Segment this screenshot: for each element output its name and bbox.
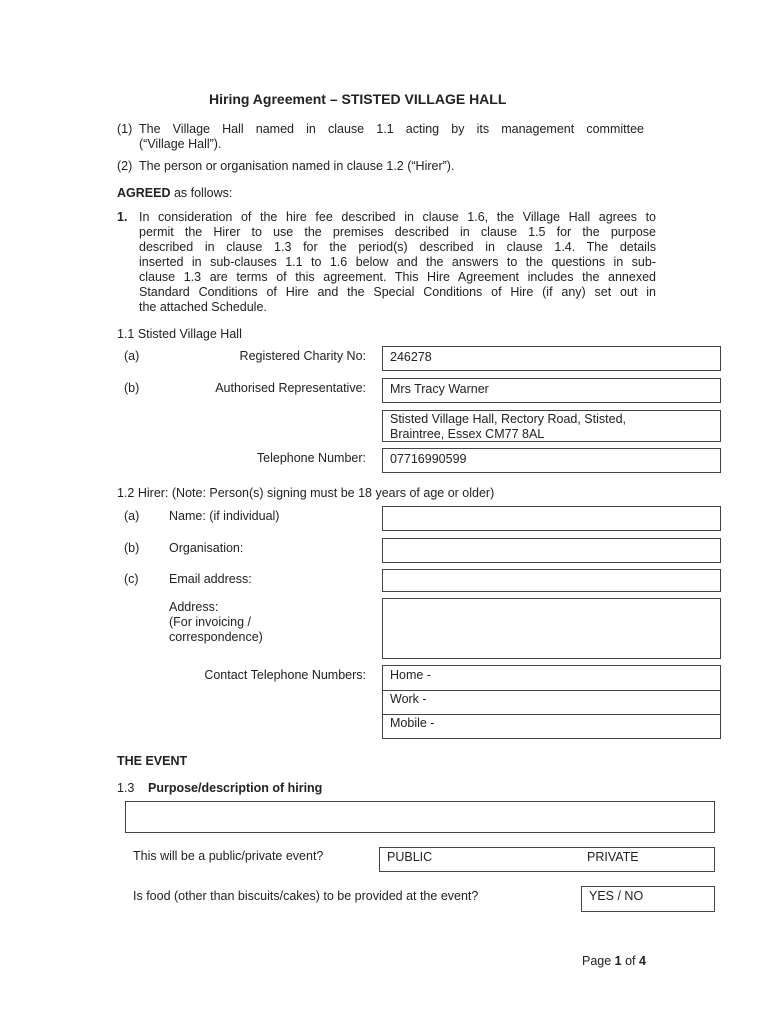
phones-divider [383,690,720,691]
hirer-name-label: Name: (if individual) [169,509,280,523]
party-1-number: (1) [117,122,133,136]
agreed-bold: AGREED [117,186,171,200]
hirer-organisation-label: Organisation: [169,541,244,555]
purpose-number: 1.3 [117,781,135,795]
clause-1-line: permit the Hirer to use the premises described in clause 1.5 for the purpose [139,225,656,239]
private-option[interactable]: PRIVATE [587,850,639,864]
representative-label: Authorised Representative: [215,381,366,395]
hall-telephone-field [382,448,721,473]
event-heading: THE EVENT [117,754,188,768]
clause-1-number: 1. [117,210,128,224]
hirer-address-label-note: correspondence) [169,630,263,644]
agreed-rest: as follows: [170,186,233,200]
public-option[interactable]: PUBLIC [387,850,433,864]
home-phone-field[interactable]: Home - [390,668,431,682]
hirer-email-input[interactable] [382,569,721,592]
hirer-address-label: Address: [169,600,219,614]
party-1-text: The Village Hall named in clause 1.1 acting by its management committee [139,122,644,136]
agreed-line [117,186,232,200]
party-2-number: (2) [117,159,133,173]
purpose-label: Purpose/description of hiring [148,781,323,795]
hirer-organisation-input[interactable] [382,538,721,563]
hirer-address-label-note: (For invoicing / [169,615,251,629]
hirer-heading: 1.2 Hirer: (Note: Person(s) signing must be 18 years of age or older) [117,486,495,500]
hall-heading: 1.1 Stisted Village Hall [117,327,242,341]
charity-number-value: 246278 [390,350,432,364]
hirer-a-label: (a) [124,509,140,523]
food-answer-field [581,886,715,912]
hall-telephone-label: Telephone Number: [256,451,366,465]
hall-a-label: (a) [124,349,140,363]
hirer-address-input[interactable] [382,598,721,659]
current-page: 1 [614,954,622,968]
work-phone-field[interactable]: Work - [390,692,427,706]
hirer-name-input[interactable] [382,506,721,531]
hall-b-label: (b) [124,381,140,395]
clause-1-line: described in clause 1.3 for the period(s) described in clause 1.4. The details [139,240,656,254]
page-title: Hiring Agreement – STISTED VILLAGE HALL [209,91,507,107]
hirer-b-label: (b) [124,541,140,555]
total-pages: 4 [639,954,646,968]
page-word: Page [582,954,615,968]
hirer-c-label: (c) [124,572,139,586]
party-1-text-continued: (“Village Hall”). [139,137,222,151]
hirer-email-label: Email address: [169,572,252,586]
hall-address-field [382,410,721,442]
public-private-question: This will be a public/private event? [133,849,324,863]
clause-1-line: In consideration of the hire fee described in clause 1.6, the Village Hall agrees to [139,210,656,224]
food-answer-options[interactable]: YES / NO [589,889,644,903]
hall-telephone-value: 07716990599 [390,452,467,466]
clause-1-line: clause 1.3 are terms of this agreement. This Hire Agreement includes the annexed [139,270,656,284]
page-number [582,954,646,968]
hall-address-line: Braintree, Essex CM77 8AL [390,427,545,441]
clause-1-line: inserted in sub-clauses 1.1 to 1.6 below and the answers to the questions in sub- [139,255,656,269]
charity-number-field [382,346,721,371]
contact-phones-label: Contact Telephone Numbers: [204,668,366,682]
mobile-phone-field[interactable]: Mobile - [390,716,435,730]
phones-divider [383,714,720,715]
of-word: of [621,954,639,968]
purpose-input[interactable] [125,801,715,833]
contact-phones-table [382,665,721,739]
representative-field [382,378,721,403]
clause-1-line: the attached Schedule. [139,300,267,314]
party-2-text: The person or organisation named in clause 1.2 (“Hirer”). [139,159,455,173]
public-private-field [379,847,715,872]
food-question: Is food (other than biscuits/cakes) to be provided at the event? [133,889,479,903]
hall-address-line: Stisted Village Hall, Rectory Road, Stisted, [390,412,626,426]
clause-1-line: Standard Conditions of Hire and the Special Conditions of Hire (if any) set out in [139,285,656,299]
charity-label: Registered Charity No: [239,349,366,363]
representative-value: Mrs Tracy Warner [390,382,489,396]
